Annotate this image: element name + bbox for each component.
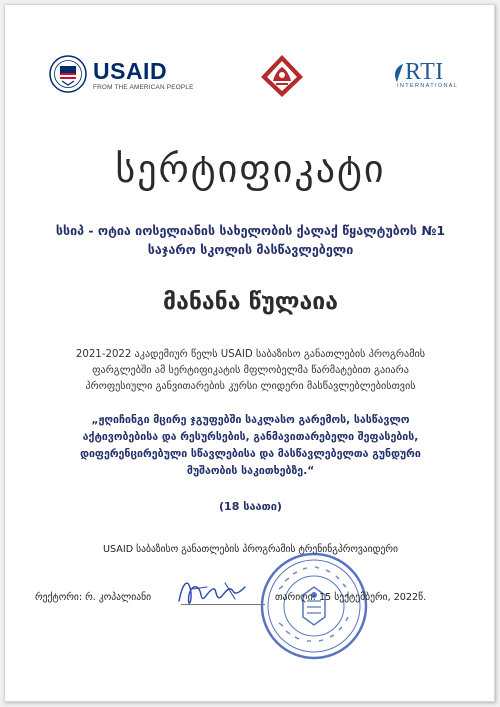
rti-logo bbox=[391, 61, 467, 93]
body-line-2: ფარგლებში ამ სერტიფიკატის მფლობელმა წარმატებით გაიარა bbox=[92, 365, 409, 376]
issue-date: თარიღი: 15 სექტემბერი, 2022წ. bbox=[275, 592, 427, 603]
certificate-heading: სერტიფიკატი bbox=[115, 147, 386, 191]
rti-leaf-icon bbox=[391, 63, 405, 83]
course-line-1: „ჟღიჩინგი მცირე ჯგუფებში საკლასო გარემოს, სასწავლო bbox=[91, 414, 410, 426]
course-line-2: აქტივობებისა და რესურსების, განმავითარებელი შეფასების, bbox=[82, 431, 419, 443]
certificate-body bbox=[45, 347, 456, 395]
course-hours: (18 საათი) bbox=[219, 500, 282, 513]
usaid-tagline: FROM THE AMERICAN PEOPLE bbox=[93, 84, 194, 91]
program-provider: USAID საბაზისო განათლების პროგრამის ტრენინგპროვაიდერი bbox=[103, 544, 398, 555]
usaid-seal-icon bbox=[49, 55, 87, 93]
signature-row bbox=[35, 592, 475, 608]
body-line-1: 2021-2022 აკადემიურ წელს USAID საბაზისო განათლების პროგრამის bbox=[75, 349, 426, 360]
signature-line bbox=[181, 604, 265, 605]
school-name bbox=[25, 221, 476, 259]
school-line-1: სსიპ - ოტია იოსელიანის სახელობის ქალაქ წყალტუბოს №1 bbox=[55, 223, 446, 238]
recipient-name: მანანა წულაია bbox=[163, 289, 338, 315]
rti-subtitle: INTERNATIONAL bbox=[397, 83, 459, 89]
training-provider-emblem-icon bbox=[259, 53, 305, 99]
course-line-3: დიფერენცირებული სწავლებისა და მასწავლებელთა გუნდური bbox=[80, 448, 421, 460]
certificate-page bbox=[4, 4, 495, 702]
course-title bbox=[31, 412, 470, 480]
usaid-logo bbox=[49, 55, 194, 99]
rector-name: რექტორი: რ. კოპალიანი bbox=[35, 592, 152, 603]
usaid-wordmark: USAID bbox=[93, 58, 168, 84]
school-line-2: საჯარო სკოლის მასწავლებელი bbox=[147, 242, 354, 257]
rti-wordmark: RTI bbox=[405, 59, 444, 85]
body-line-3: პროფესიული განვითარების კურსი ლიდერი მასწავლებლებისთვის bbox=[85, 381, 416, 392]
course-line-4: მუშაობის საკითხებზე.“ bbox=[186, 465, 315, 477]
